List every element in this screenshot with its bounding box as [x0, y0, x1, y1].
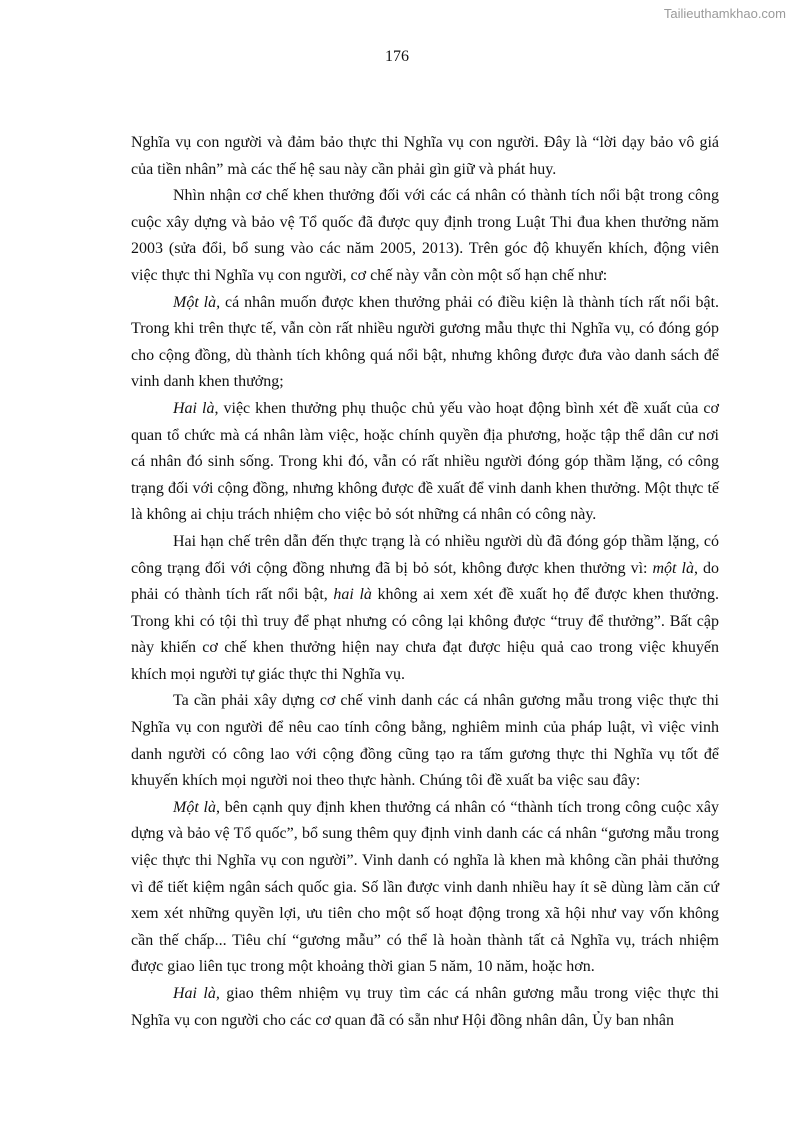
italic-run: Một là [173, 798, 216, 816]
text-run: Nhìn nhận cơ chế khen thưởng đối với các cá nhân có thành tích nổi bật trong công cuộc xây dựng và bảo vệ Tổ quốc đã được quy định trong Luật Thi đua khen thưởng năm 2003 (sửa đổi, bổ sung vào các năm 2005, 2013). Trên góc độ khuyến khích, động viên việc thực thi Nghĩa vụ con người, cơ chế này vẫn còn một số hạn chế như: [131, 187, 719, 284]
text-run: , do phải có thành tích rất nổi bật, [131, 559, 719, 604]
text-run: , việc khen thưởng phụ thuộc chủ yếu vào hoạt động bình xét đề xuất của cơ quan tổ chức mà cá nhân làm việc, hoặc chính quyền địa phương, hoặc tập thể dân cư nơi cá nhân đó sinh sống. Trong khi đó, vẫn có rất nhiều người đóng góp thầm lặng, có công trạng đối với cộng đồng, nhưng không được đề xuất để vinh danh khen thưởng. Một thực tế là không ai chịu trách nhiệm cho việc bỏ sót những cá nhân có công này. [131, 399, 719, 524]
text-run: , bên cạnh quy định khen thưởng cá nhân có “thành tích trong công cuộc xây dựng và bảo vệ Tổ quốc”, bổ sung thêm quy định vinh danh các cá nhân “gương mẫu trong việc thực thi Nghĩa vụ con người”. Vinh danh có nghĩa là khen mà không cần phải thưởng vì để tiết kiệm ngân sách quốc gia. Số lần được vinh danh nhiều hay ít sẽ dùng làm căn cứ xem xét những quyền lợi, ưu tiên cho một số hoạt động trong xã hội như vay vốn không cần thế chấp... Tiêu chí “gương mẫu” có thể là hoàn thành tất cả Nghĩa vụ, trách nhiệm được giao liên tục trong một khoảng thời gian 5 năm, 10 năm, hoặc hơn. [131, 798, 720, 976]
paragraph [131, 396, 719, 529]
text-run: giao thêm nhiệm vụ truy tìm các cá nhân gương mẫu trong việc thực thi Nghĩa vụ con người cho các cơ quan đã có sẵn như Hội đồng nhân dân, Ủy ban nhân [131, 985, 719, 1029]
paragraph [131, 130, 719, 183]
italic-run: Hai là [173, 399, 215, 417]
text-run: không ai xem xét đề xuất họ để được khen thưởng. Trong khi có tội thì truy để phạt nhưng có công lại không được “truy để thưởng”. Bất cập này khiến cơ chế khen thưởng hiện nay chưa đạt được hiệu quả cao trong việc khuyến khích mọi người tự giác thực thi Nghĩa vụ. [131, 586, 720, 683]
paragraph [131, 529, 719, 689]
italic-run: một là [652, 559, 694, 577]
italic-run: Một là, [173, 293, 221, 311]
paragraph [131, 795, 719, 981]
text-run: Ta cần phải xây dựng cơ chế vinh danh các cá nhân gương mẫu trong việc thực thi Nghĩa vụ con người để nêu cao tính công bằng, nghiêm minh của pháp luật, vì việc vinh danh người có công lao với cộng đồng cũng tạo ra tấm gương thực thi Nghĩa vụ tốt để khuyến khích mọi người noi theo thực hành. Chúng tôi đề xuất ba việc sau đây: [131, 692, 719, 790]
text-run: Hai hạn chế trên dẫn đến thực trạng là có nhiều người dù đã đóng góp thầm lặng, có công trạng đối với cộng đồng nhưng đã bị bỏ sót, không được khen thưởng vì: [131, 532, 719, 577]
italic-run: hai là [333, 586, 372, 604]
page-number: 176 [385, 48, 409, 65]
paragraph [131, 290, 719, 396]
watermark: Tailieuthamkhao.com [663, 6, 786, 21]
text-run: Nghĩa vụ con người và đảm bảo thực thi Nghĩa vụ con người. Đây là “lời dạy bảo vô giá của tiền nhân” mà các thế hệ sau này cần phải gìn giữ và phát huy. [131, 134, 719, 178]
paragraph [131, 981, 719, 1034]
paragraph [131, 183, 719, 289]
italic-run: Hai là, [173, 985, 220, 1002]
body-text [131, 130, 719, 1034]
text-run: cá nhân muốn được khen thưởng phải có điều kiện là thành tích rất nổi bật. Trong khi trên thực tế, vẫn còn rất nhiều người gương mẫu thực thi Nghĩa vụ, có đóng góp cho cộng đồng, dù thành tích không quá nổi bật, nhưng không được đưa vào danh sách để vinh danh khen thưởng; [131, 293, 720, 391]
paragraph [131, 688, 719, 794]
